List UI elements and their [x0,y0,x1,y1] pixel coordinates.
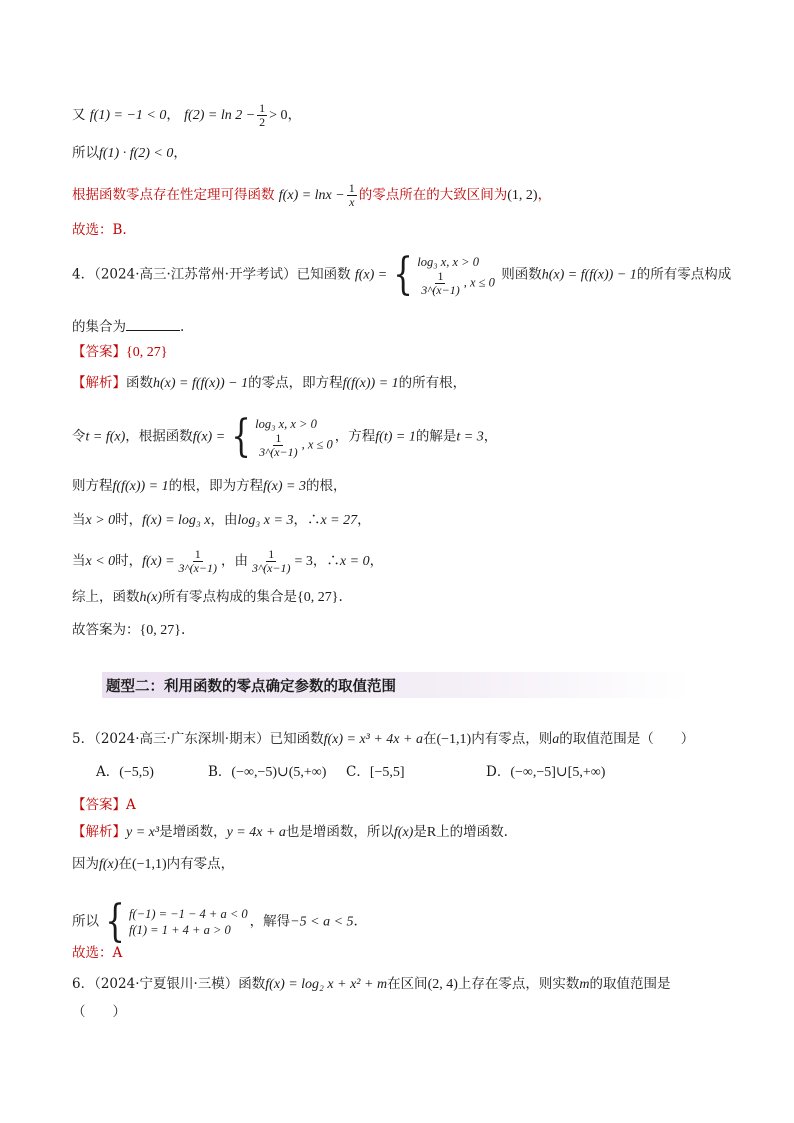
text: 的集合为 [72,319,126,335]
text: 的零点，即方程 [248,375,343,391]
case-condition: , x ≤ 0 [301,436,333,451]
math-expr: {0, 27} [297,590,339,605]
option-value: (−5,5) [119,765,154,780]
text: ，解得 [249,913,291,930]
text: 时， [115,512,143,528]
text: 当 [72,553,86,569]
text: 的解是 [415,428,457,445]
option-value: (−∞,−5)∪(5,+∞) [231,765,327,780]
math-expr: m [579,977,590,992]
text: 是增函数， [159,824,227,840]
brace: { [231,411,251,462]
analysis-line [72,548,383,575]
math-expr: f(x) = 3 [263,479,306,494]
option-d[interactable] [486,762,605,783]
question-number: 5． [72,731,95,747]
text-line [72,102,301,129]
text: . [353,913,358,930]
text: 的根， [305,478,347,494]
cases [129,900,248,944]
math-expr: f(x) = log₃ x [142,513,211,528]
text: 函数 [126,375,153,391]
math-expr: f(f(x)) = 1 [342,376,399,391]
section-title: 题型二：利用函数的零点确定参数的取值范围 [106,679,396,695]
text-line [72,182,551,209]
analysis-line [72,373,466,394]
answer-line [72,795,136,815]
text: 所有零点构成的集合是 [162,589,298,605]
math-expr: f(x) = [142,554,175,569]
option-c[interactable] [346,762,405,783]
math-expr: x > 0 [85,513,116,528]
question-number: 4． [72,266,95,283]
case-1: f(−1) = −1 − 4 + a < 0 [129,907,248,921]
analysis-line [72,510,371,531]
text: 当 [72,512,86,528]
brace: { [393,249,414,300]
fraction-numerator: 1 [275,430,282,445]
text: 所以 [72,913,99,930]
math-expr: > 0 [269,108,288,123]
math-expr: −5 < a < 5 [290,914,354,930]
fraction-numerator: 1 [348,181,355,195]
fraction-denominator: 3^(x−1) [178,561,218,575]
fraction-denominator: 3^(x−1) [252,561,291,575]
text: ， [166,107,180,123]
math-expr: f(x) [99,857,119,872]
brace: { [105,896,125,947]
text: 在 [422,731,437,747]
text: ， [173,145,187,161]
text: 也是增函数，所以 [285,824,394,840]
case-condition: , x ≤ 0 [463,274,495,289]
analysis-line [72,587,343,608]
case-2 [255,432,333,459]
option-label: D． [486,764,511,780]
text: ，根据函数 [125,428,193,445]
math-expr: h(x) [139,590,163,605]
fraction-denominator: 2 [259,115,266,129]
math-expr: (1, 2) [507,188,538,203]
analysis-line [72,854,234,875]
text-line [72,143,187,164]
question-source: （2024·高三·江苏常州·开学考试）已知函数 [94,266,351,283]
answer-value: {0, 27} [126,345,168,360]
analysis-line [72,896,358,947]
text-line [72,220,127,240]
text: . [338,589,343,605]
text: ，由 [210,512,238,528]
cases [417,253,495,297]
answer-tag: 【答案】 [72,797,126,813]
text: 的所有零点构成 [636,266,732,283]
text: 时， [115,553,143,569]
analysis-tag: 【解析】 [72,375,126,391]
math-expr: x = 0 [339,554,370,569]
math-expr: R [426,825,437,840]
math-expr: f(f(x)) = 1 [112,479,169,494]
fraction-denominator: 3^(x−1) [259,444,298,459]
text: ， [369,553,384,569]
case-1: log₃ x, x > 0 [255,416,317,431]
math-expr: y = 4x + a [226,825,286,840]
fraction [257,102,267,129]
analysis-line [72,620,185,641]
case-2 [417,270,495,297]
text: 综上，函数 [72,589,140,605]
math-expr: f(x) = log₂ x + x² + m [265,977,388,992]
fraction-denominator: x [349,195,355,209]
math-expr: x < 0 [85,554,116,569]
math-expr: f(1) = −1 < 0 [89,108,167,123]
math-expr: x = 27 [320,513,358,528]
fraction-numerator: 1 [437,268,444,283]
math-expr: f(1) · f(2) < 0 [99,146,174,161]
text: 的取值范围是（ ） [559,731,695,747]
text: ， [357,512,371,528]
fraction-numerator: 1 [268,547,275,561]
text-line [72,1002,126,1022]
math-expr: h(x) = f(f(x)) − 1 [153,376,249,391]
text: 故答案为： [72,622,140,638]
text: 上的增函数. [436,824,508,840]
text: 根据函数零点存在性定理可得函数 [72,187,275,203]
analysis-line [72,476,346,497]
text: 内有零点， [166,856,235,872]
math-expr: = 3 [294,554,313,569]
answer-tag: 【答案】 [72,344,126,360]
text: . [180,319,185,335]
text: 因为 [72,856,99,872]
question-number: 6． [72,976,95,992]
fraction [250,548,292,575]
question-source: （2024·高三·广东深圳·期末）已知函数 [94,731,324,747]
math-expr: f(x) = lnx − [278,188,345,203]
text: ，方程 [334,428,376,445]
answer-blank [126,316,180,331]
question-4 [72,249,732,300]
analysis-tag: 【解析】 [72,824,126,840]
option-b[interactable] [208,762,326,783]
cases [255,415,333,459]
text: 则方程 [72,478,113,494]
text: 的根，即为方程 [168,478,264,494]
option-value: [−5,5] [369,765,405,780]
option-label: A． [96,764,120,780]
piecewise-function [227,411,333,462]
question-source: （2024·宁夏银川·三模）函数 [94,976,266,992]
math-expr: f(x) [393,825,414,840]
section-header [102,672,692,698]
math-expr: (−1,1) [436,732,472,747]
text: ，∴ [293,512,321,528]
text: 令 [72,428,86,445]
math-expr: (2, 4) [427,977,458,992]
math-expr: t = f(x) [85,429,126,445]
fraction-numerator: 1 [259,101,266,115]
text: ， [287,107,302,123]
text: 内有零点，则 [471,731,553,747]
math-expr: f(x) = [192,429,226,445]
fraction [177,548,219,575]
text: ，∴ [312,553,340,569]
question-6 [72,974,671,995]
math-expr: t = 3 [456,429,484,445]
option-value: (−∞,−5]∪[5,+∞) [510,765,606,780]
text: 上存在零点，则实数 [457,976,580,992]
text-line [72,943,122,963]
text: （ ） [72,1004,126,1020]
text: 故选：B. [72,222,127,238]
math-expr: f(t) = 1 [375,429,416,445]
text: ， [483,428,498,445]
text: 所以 [72,145,99,161]
option-a[interactable] [96,762,154,783]
text: 则函数 [501,266,542,283]
text: ， [537,187,552,203]
text: 是 [413,824,427,840]
option-label: B． [208,764,232,780]
fraction-numerator: 1 [194,547,201,561]
text: 又 [72,107,86,123]
answer-value: A [126,797,136,813]
option-label: C． [346,764,370,780]
text: 故选：A [72,945,123,961]
text: ，由 [221,553,249,569]
math-expr: y = x³ [126,825,160,840]
text: 的所有根， [398,375,467,391]
math-expr: f(x) = x³ + 4x + a [323,732,423,747]
system-of-inequalities [101,896,248,947]
analysis-line [72,411,498,462]
analysis-line [72,822,508,843]
fraction [419,270,461,297]
math-expr: f(x) = [354,267,388,283]
case-2: f(1) = 1 + 4 + a > 0 [129,923,231,937]
answer-line [72,342,167,363]
fraction [347,182,357,209]
question-5 [72,729,694,750]
piecewise-function [389,249,495,300]
text: 的零点所在的大致区间为 [358,187,508,203]
text: 在 [118,856,132,872]
fraction-denominator: 3^(x−1) [421,282,460,297]
math-expr: a [552,732,560,747]
math-expr: log₃ x = 3 [237,513,294,528]
text: 在区间 [387,976,428,992]
text: 的取值范围是 [589,976,671,992]
text-line [72,316,184,337]
math-expr: {0, 27} [139,623,181,638]
case-1: log₃ x, x > 0 [417,254,479,269]
fraction [257,432,299,459]
math-expr: (−1,1) [131,857,167,872]
math-expr: f(2) = ln 2 − [184,108,256,123]
math-expr: h(x) = f(f(x)) − 1 [541,267,637,283]
text: . [180,622,186,638]
